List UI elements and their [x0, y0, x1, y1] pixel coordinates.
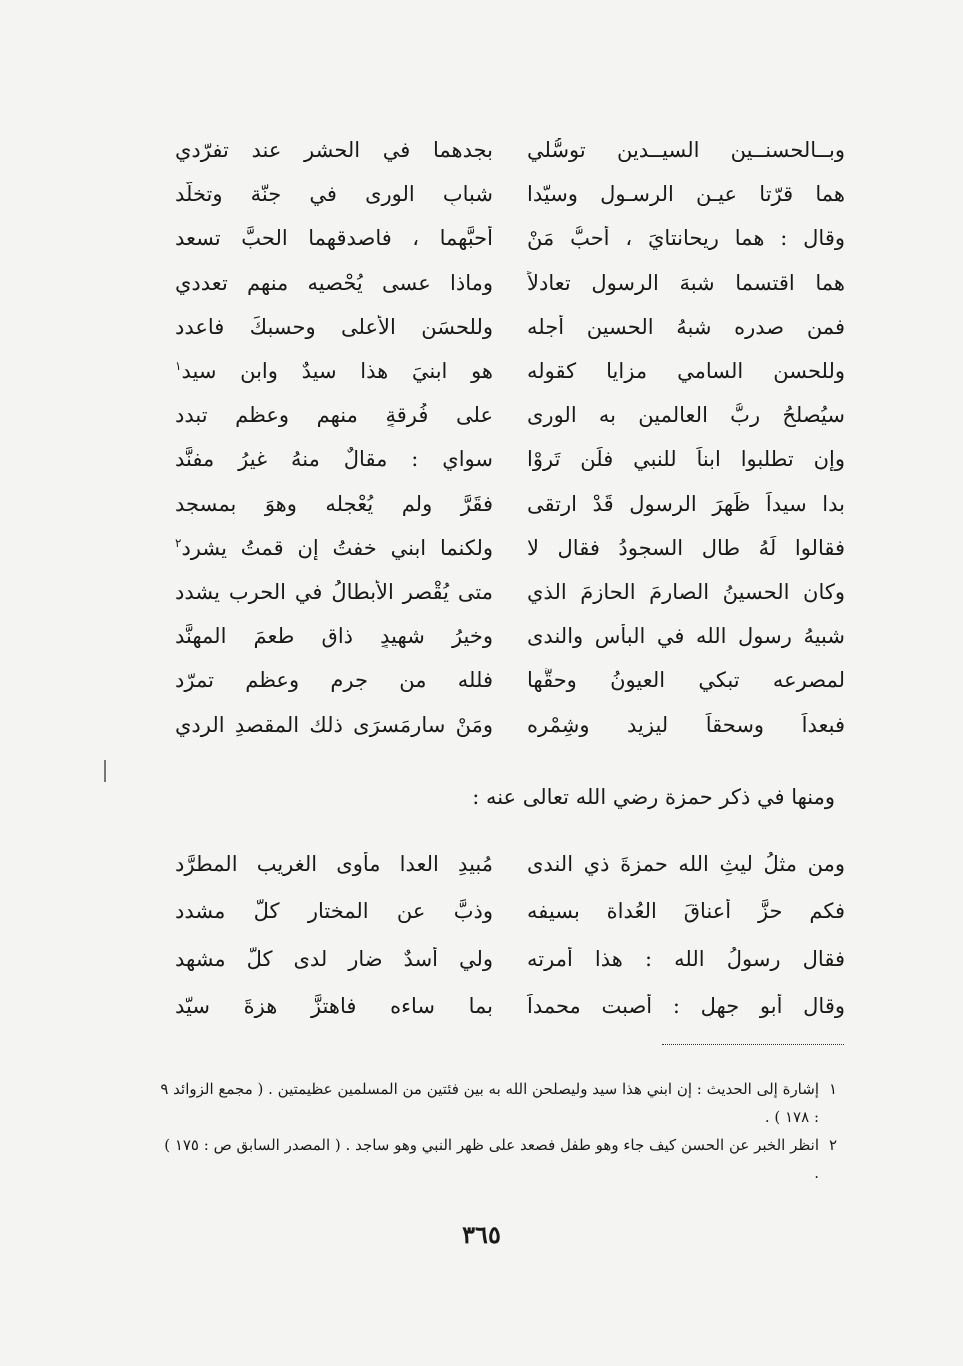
second-hemistich-text: وذبَّ عن المختار كلَّ مشدد	[175, 899, 493, 924]
first-hemistich: وللحسن السامي مزايا كقوله	[527, 359, 845, 384]
verse-line	[175, 261, 845, 305]
footnote-number: ١	[828, 1080, 837, 1098]
second-hemistich-text: هو ابنيَ هذا سيدٌ وابن سيد	[181, 359, 493, 384]
footnote-marker[interactable]: ١	[175, 359, 182, 374]
poem-block	[175, 128, 845, 747]
verse-line	[175, 570, 845, 614]
second-hemistich	[175, 403, 493, 427]
second-hemistich	[175, 315, 493, 339]
verse-line	[175, 349, 845, 393]
second-hemistich-text: وخيرُ شهيدٍ ذاق طعمَ المهنَّد	[175, 624, 493, 649]
second-hemistich	[175, 580, 493, 604]
first-hemistich: فقال رسولُ الله : هذا أمرته	[527, 946, 845, 971]
first-hemistich: شبيهُ رسولِ الله في البأسِ والندى	[527, 624, 845, 649]
second-hemistich-text: ومَنْ سارمَسرَى ذلك المقصدِ الردي	[175, 712, 493, 737]
verse-line	[175, 658, 845, 702]
first-hemistich: هما قرّتا عيـن الرسـول وسيّدا	[527, 182, 845, 207]
second-hemistich	[175, 668, 493, 692]
second-hemistich-text: سواي : مقالٌ منهُ غيرُ مفنَّد	[175, 447, 493, 472]
second-hemistich	[175, 852, 493, 876]
second-hemistich-text: بما ساءه فاهتزَّ هزةَ سيّد	[175, 994, 493, 1019]
first-hemistich: ومن مثلُ ليثِ الله حمزةَ ذي الندى	[527, 851, 845, 876]
second-hemistich	[175, 899, 493, 923]
second-hemistich-text: فقَرَّ ولم يُعْجله وهوَ بمسجد	[175, 491, 493, 516]
second-hemistich-text: ولكنما ابني خفتُ إن قمتُ يشرد	[181, 535, 493, 560]
second-hemistich-text: ولي أسدٌ ضارٍ لدى كلّ مشهد	[175, 946, 493, 971]
verse-line	[175, 888, 845, 936]
verse-line	[175, 172, 845, 216]
first-hemistich: فبعداً وسحقاً ليزيد وشِمْرِه	[527, 712, 845, 737]
verse-line	[175, 482, 845, 526]
first-hemistich: سيُصلحُ ربُّ العالمين به الورى	[527, 403, 845, 428]
first-hemistich: لمصرعه تبكي العيونُ وحقُّها	[527, 668, 845, 693]
footnote	[160, 1131, 837, 1187]
second-hemistich	[175, 182, 493, 206]
footnote	[160, 1075, 837, 1131]
second-hemistich	[175, 624, 493, 648]
verse-line	[175, 935, 845, 983]
verse-line	[175, 614, 845, 658]
second-hemistich	[175, 359, 493, 383]
footnotes	[160, 1075, 837, 1187]
first-hemistich: بدا سيداً ظَهرَ الرسول قَدْ ارتقى	[527, 491, 845, 516]
second-hemistich	[175, 447, 493, 471]
first-hemistich: فكم حزَّ أعناقَ العُداة بسيفه	[527, 899, 845, 924]
first-hemistich: هما اقتسما شبهَ الرسولِ تعادلاً	[527, 270, 845, 295]
first-hemistich: وكان الحسينُ الصارمَ الحازمَ الذي	[527, 579, 845, 604]
second-hemistich-text: مُبيدِ العدا مأوى الغريب المطرَّد	[175, 851, 493, 876]
first-hemistich: وقال : هما ريحانتايَ ، أُحبُّ مَنْ	[527, 226, 845, 251]
first-hemistich: وإن تطلبوا ابناً للنبي فلَن تَروْا	[527, 447, 845, 472]
first-hemistich: وقال أبو جهلٍ : أصبت محمداً	[527, 994, 845, 1019]
second-hemistich-text: بجدهما في الحشر عند تفرّدي	[175, 138, 493, 163]
verse-line	[175, 526, 845, 570]
second-hemistich-text: شبابِ الورى في جنّة وتخلّد	[175, 182, 493, 207]
verse-line	[175, 216, 845, 260]
second-hemistich	[175, 226, 493, 250]
second-hemistich-text: أحبَّهما ، فاصدقهما الحبَّ تسعد	[175, 226, 493, 251]
verse-line	[175, 305, 845, 349]
first-hemistich: فمن صدره شبهُ الحسينِ أجله	[527, 314, 845, 339]
second-hemistich	[175, 271, 493, 295]
poem-block	[175, 840, 845, 1030]
verse-line	[175, 702, 845, 746]
second-hemistich	[175, 138, 493, 162]
second-hemistich-text: وللحسَنِ الأعلى وحسبكَ فاعدد	[175, 314, 493, 339]
footnote-text: إشارة إلى الحديث : إن ابني هذا سيد وليصلحن الله به بين فئتين من المسلمين عظيمتين . ( مجمع الزوائد ٩ : ١٧٨ ) .	[160, 1080, 819, 1126]
second-hemistich-text: متى يُقْصر الأبطالُ في الحرب يشدد	[175, 579, 493, 604]
page-number: ٣٦٥	[462, 1220, 501, 1249]
first-hemistich: وبــالحسنــين السيــدين توسُّلي	[527, 138, 845, 163]
first-hemistich: فقالوا لَهُ طال السجودُ فقال لا	[527, 535, 845, 560]
verse-line	[175, 983, 845, 1031]
verse-line	[175, 128, 845, 172]
section-intro: ومنها في ذكر حمزة رضي الله تعالى عنه :	[472, 785, 835, 809]
second-hemistich	[175, 492, 493, 516]
scan-mark	[104, 760, 106, 782]
second-hemistich-text: وماذا عسى يُحْصيه منهم تعددي	[175, 270, 493, 295]
verse-line	[175, 437, 845, 481]
second-hemistich	[175, 536, 493, 560]
second-hemistich	[175, 947, 493, 971]
verse-line	[175, 840, 845, 888]
footnote-number: ٢	[828, 1136, 837, 1154]
second-hemistich-text: فلله من جرمٍ وعظمِ تمرّد	[175, 668, 493, 693]
second-hemistich	[175, 994, 493, 1018]
footnote-separator	[662, 1044, 844, 1045]
verse-line	[175, 393, 845, 437]
second-hemistich-text: على فُرقةٍ منهم وعظمِ تبدد	[175, 403, 493, 428]
footnote-marker[interactable]: ٢	[175, 535, 182, 550]
footnote-text: انظر الخبر عن الحسن كيف جاء وهو طفل فصعد على ظهر النبي وهو ساجد . ( المصدر السابق ص : ١٧٥ ) .	[164, 1136, 819, 1182]
second-hemistich	[175, 713, 493, 737]
